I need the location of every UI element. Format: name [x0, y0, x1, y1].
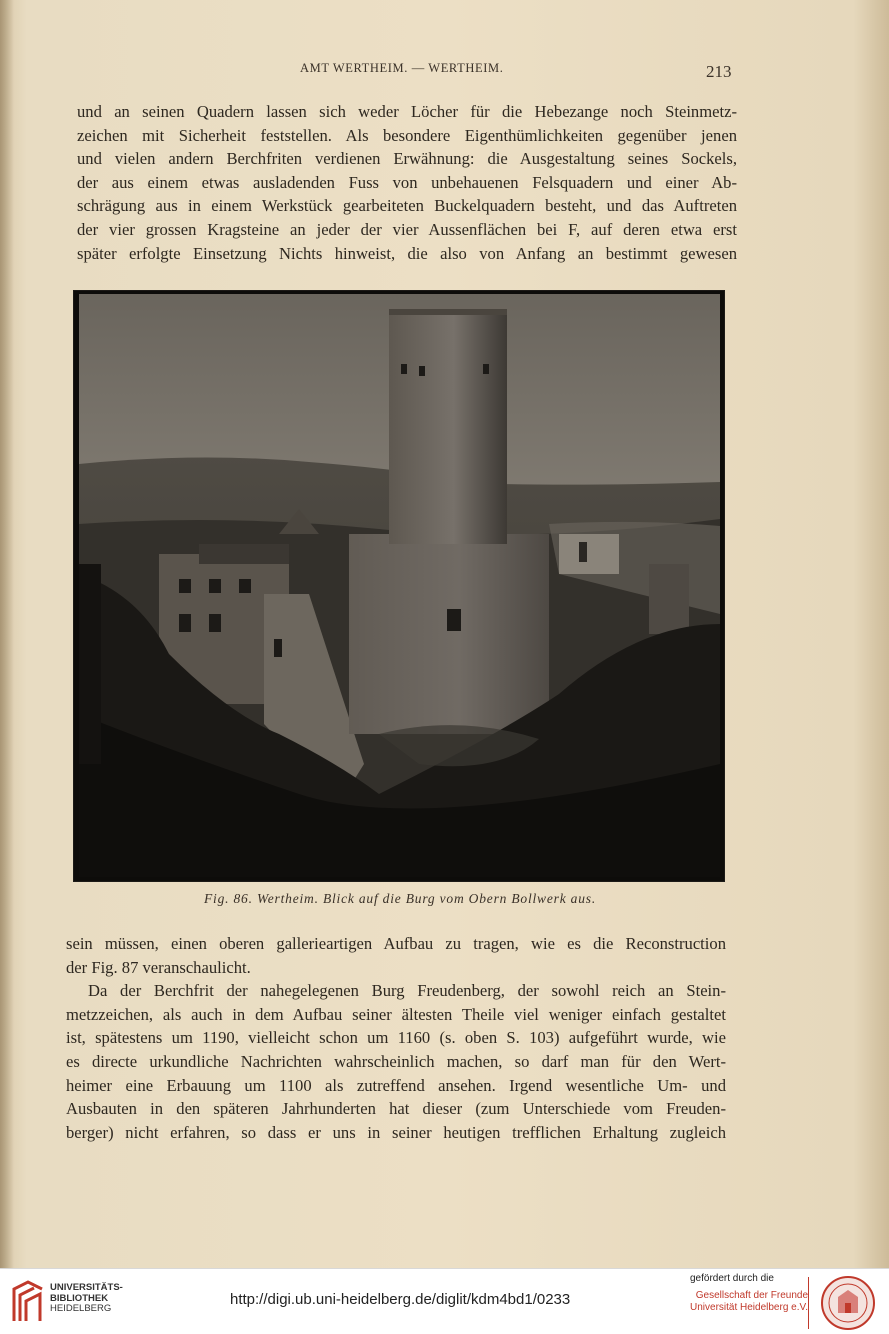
sponsor-name: Gesellschaft der Freunde Universität Heidelberg e.V.: [690, 1290, 809, 1313]
body-text-top: [77, 100, 737, 265]
text-line: berger) nicht erfahren, so dass er uns in seiner heutigen trefflichen Erhaltung zugleich: [66, 1122, 726, 1142]
body-text-bottom: [66, 932, 726, 1144]
text-line: der Fig. 87 veranschaulicht.: [66, 957, 251, 977]
text-line: später erfolgte Einsetzung Nichts hinweist, die also von Anfang an bestimmt gewesen: [77, 243, 737, 263]
library-name: UNIVERSITÄTS- BIBLIOTHEK HEIDELBERG: [50, 1282, 123, 1314]
text-line: heimer eine Erbauung um 1100 als zutreffend ansehen. Irgend wesentliche Um- und: [66, 1075, 726, 1095]
university-seal-icon: [820, 1275, 876, 1331]
permalink-url[interactable]: http://digi.ub.uni-heidelberg.de/diglit/kdm4bd1/0233: [230, 1291, 571, 1308]
text-line: schrägung aus in einem Werkstück gearbeiteten Buckelquadern besteht, und das Auftreten: [77, 196, 737, 216]
running-head: AMT WERTHEIM. — WERTHEIM.: [300, 61, 504, 75]
text-line: und an seinen Quadern lassen sich weder Löcher für die Hebezange noch Steinmetz-: [77, 102, 737, 121]
page-number: 213: [706, 62, 732, 81]
footer-divider: [808, 1277, 809, 1329]
text-line: Da der Berchfrit der nahegelegenen Burg Freudenberg, der sowohl reich an Stein-: [88, 981, 726, 1001]
castle-ruin-photograph: [79, 294, 720, 877]
figure-photo: [73, 290, 725, 882]
digitization-footer: [0, 1268, 889, 1334]
text-line: und vielen andern Berchfriten verdienen Erwähnung: die Ausgestaltung seines Sockels,: [77, 149, 737, 169]
text-line: es directe urkundliche Nachrichten wahrscheinlich machen, so darf man für den Wert-: [66, 1051, 726, 1071]
text-line: sein müssen, einen oberen gallerieartigen Aufbau zu tragen, wie es die Reconstruction: [66, 934, 726, 953]
text-line: der aus einem etwas ausladenden Fuss von unbehauenen Felsquadern und einer Ab-: [77, 172, 737, 192]
library-logo-icon: [10, 1279, 46, 1325]
text-line: der vier grossen Kragsteine an jeder der vier Aussenflächen bei F, auf deren etwa erst: [77, 219, 737, 239]
text-line: zeichen mit Sicherheit feststellen. Als besondere Eigenthümlichkeiten gegenüber jenen: [77, 125, 737, 145]
text-line: Ausbauten in den späteren Jahrhunderten hat dieser (zum Unterschiede vom Freuden-: [66, 1099, 726, 1119]
text-line: metzzeichen, als auch in dem Aufbau seiner ältesten Theile viel weniger einfach gestaltet: [66, 1004, 726, 1024]
figure-caption: Fig. 86. Wertheim. Blick auf die Burg vom Obern Bollwerk aus.: [204, 891, 596, 906]
text-line: ist, spätestens um 1190, vielleicht schon um 1160 (s. oben S. 103) aufgeführt wurde, wie: [66, 1028, 726, 1048]
sponsor-label: gefördert durch die: [690, 1273, 774, 1284]
